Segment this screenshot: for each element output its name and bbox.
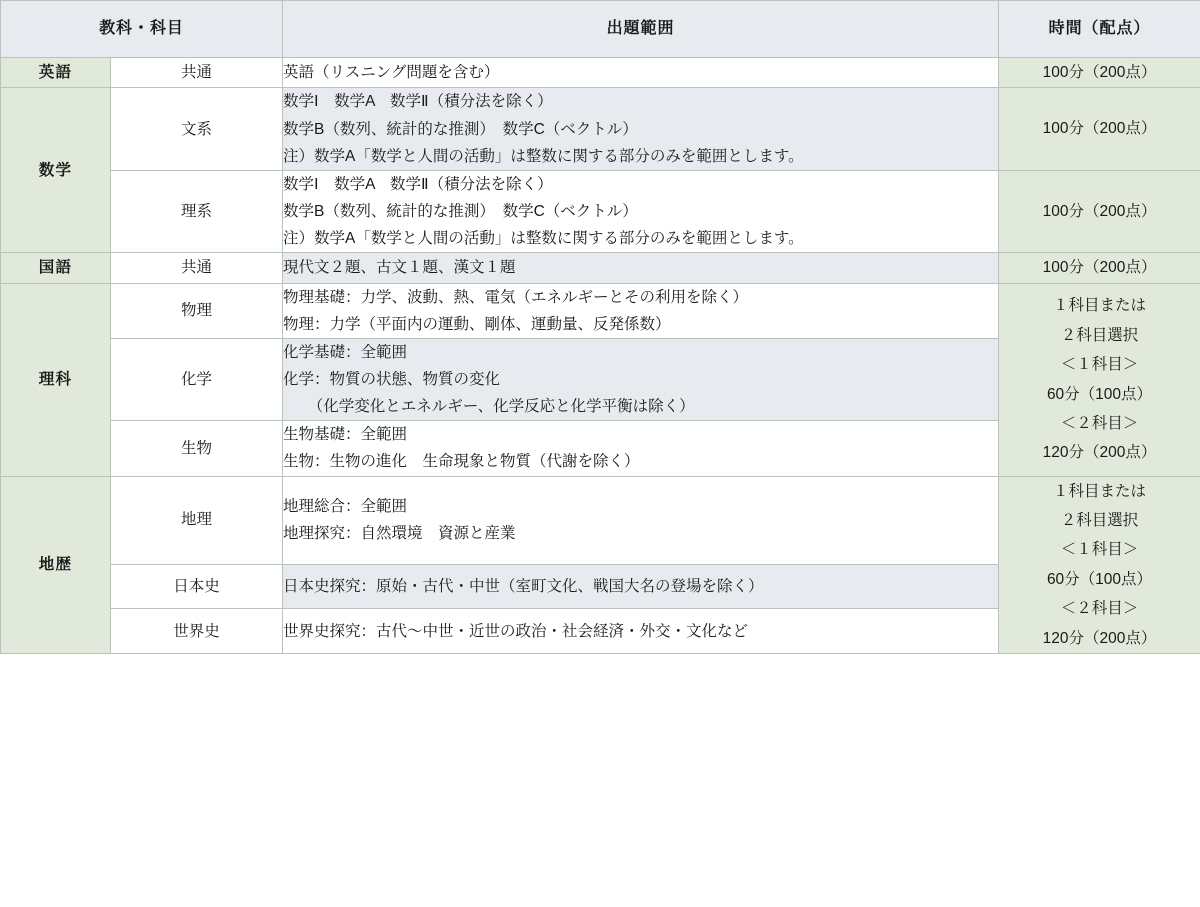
table-row	[1, 476, 1200, 564]
header-time: 時間（配点）	[999, 1, 1200, 58]
time-line: ＜１科目＞	[1060, 541, 1139, 559]
course-cell: 日本史	[111, 564, 283, 609]
time-line: ２科目選択	[1060, 326, 1139, 344]
time-line: ＜１科目＞	[1060, 356, 1139, 374]
scope-line: 物理：力学（平面内の運動、剛体、運動量、反発係数）	[283, 315, 671, 333]
time-line: 60分（100点）	[1046, 385, 1153, 403]
scope-line: 生物基礎：全範囲	[283, 426, 408, 444]
time-line: 100分（200点）	[1042, 64, 1157, 81]
subject-cell: 理科	[1, 283, 111, 476]
scope-line: 物理基礎：力学、波動、熱、電気（エネルギーとその利用を除く）	[283, 288, 749, 306]
scope-line: 世界史探究：古代〜中世・近世の政治・社会経済・外交・文化など	[283, 622, 749, 640]
table-row	[1, 88, 1200, 170]
table-body	[1, 58, 1200, 654]
time-cell	[999, 253, 1200, 283]
header-scope: 出題範囲	[283, 1, 999, 58]
time-line: ２科目選択	[1060, 511, 1139, 529]
scope-line: 地理探究：自然環境 資源と産業	[283, 525, 516, 542]
course-cell: 共通	[111, 58, 283, 88]
time-cell	[999, 476, 1200, 654]
subject-cell: 英語	[1, 58, 111, 88]
scope-cell	[283, 58, 999, 88]
scope-cell	[283, 283, 999, 338]
course-cell: 共通	[111, 253, 283, 283]
time-line: 100分（200点）	[1042, 120, 1157, 138]
scope-cell	[283, 253, 999, 283]
scope-line: 注）数学A「数学と人間の活動」は整数に関する部分のみを範囲とします。	[283, 147, 804, 165]
course-cell: 文系	[111, 88, 283, 170]
subject-cell: 国語	[1, 253, 111, 283]
course-cell: 理系	[111, 170, 283, 252]
scope-cell	[283, 170, 999, 252]
time-line: 120分（200点）	[1042, 444, 1157, 462]
scope-line: 数学Ⅰ 数学A 数学Ⅱ（積分法を除く）	[283, 93, 553, 111]
scope-line: 地理総合：全範囲	[283, 497, 408, 515]
course-cell: 世界史	[111, 609, 283, 654]
scope-line: 英語（リスニング問題を含む）	[283, 64, 500, 82]
course-cell: 地理	[111, 476, 283, 564]
header-subject: 教科・科目	[1, 1, 283, 58]
scope-line: （化学変化とエネルギー、化学反応と化学平衡は除く）	[307, 398, 695, 416]
time-cell	[999, 88, 1200, 170]
time-line: 60分（100点）	[1046, 570, 1153, 588]
scope-line: 数学B（数列、統計的な推測） 数学C（ベクトル）	[283, 120, 638, 138]
scope-cell	[283, 609, 999, 654]
scope-cell	[283, 421, 999, 476]
subject-cell: 数学	[1, 88, 111, 253]
header-row	[1, 1, 1200, 58]
table-header	[1, 1, 1200, 58]
scope-line: 日本史探究：原始・古代・中世（室町文化、戦国大名の登場を除く）	[283, 577, 764, 595]
scope-line: 化学：物質の状態、物質の変化	[283, 371, 501, 388]
time-cell	[999, 170, 1200, 252]
course-cell: 化学	[111, 338, 283, 420]
scope-line: 数学B（数列、統計的な推測） 数学C（ベクトル）	[283, 202, 638, 220]
table-row	[1, 58, 1200, 88]
course-cell: 生物	[111, 421, 283, 476]
time-line: 100分（200点）	[1042, 202, 1157, 220]
scope-line: 現代文２題、古文１題、漢文１題	[283, 259, 516, 277]
time-line: １科目または	[1052, 482, 1146, 500]
scope-line: 生物：生物の進化 生命現象と物質（代謝を除く）	[283, 453, 640, 471]
scope-cell	[283, 88, 999, 170]
scope-cell	[283, 564, 999, 609]
subject-cell: 地歴	[1, 476, 111, 654]
table-row	[1, 170, 1200, 252]
time-line: ＜２科目＞	[1060, 600, 1139, 618]
scope-line: 注）数学A「数学と人間の活動」は整数に関する部分のみを範囲とします。	[283, 230, 804, 248]
scope-cell	[283, 476, 999, 564]
scope-line: 数学Ⅰ 数学A 数学Ⅱ（積分法を除く）	[283, 175, 553, 193]
time-line: １科目または	[1052, 297, 1146, 315]
time-line: 100分（200点）	[1042, 259, 1157, 277]
table-row	[1, 283, 1200, 338]
time-line: ＜２科目＞	[1060, 415, 1139, 432]
course-cell: 物理	[111, 283, 283, 338]
table-row	[1, 253, 1200, 283]
time-line: 120分（200点）	[1042, 629, 1157, 647]
scope-line: 化学基礎：全範囲	[283, 343, 408, 361]
time-cell	[999, 58, 1200, 88]
time-cell	[999, 283, 1200, 476]
scope-cell	[283, 338, 999, 420]
